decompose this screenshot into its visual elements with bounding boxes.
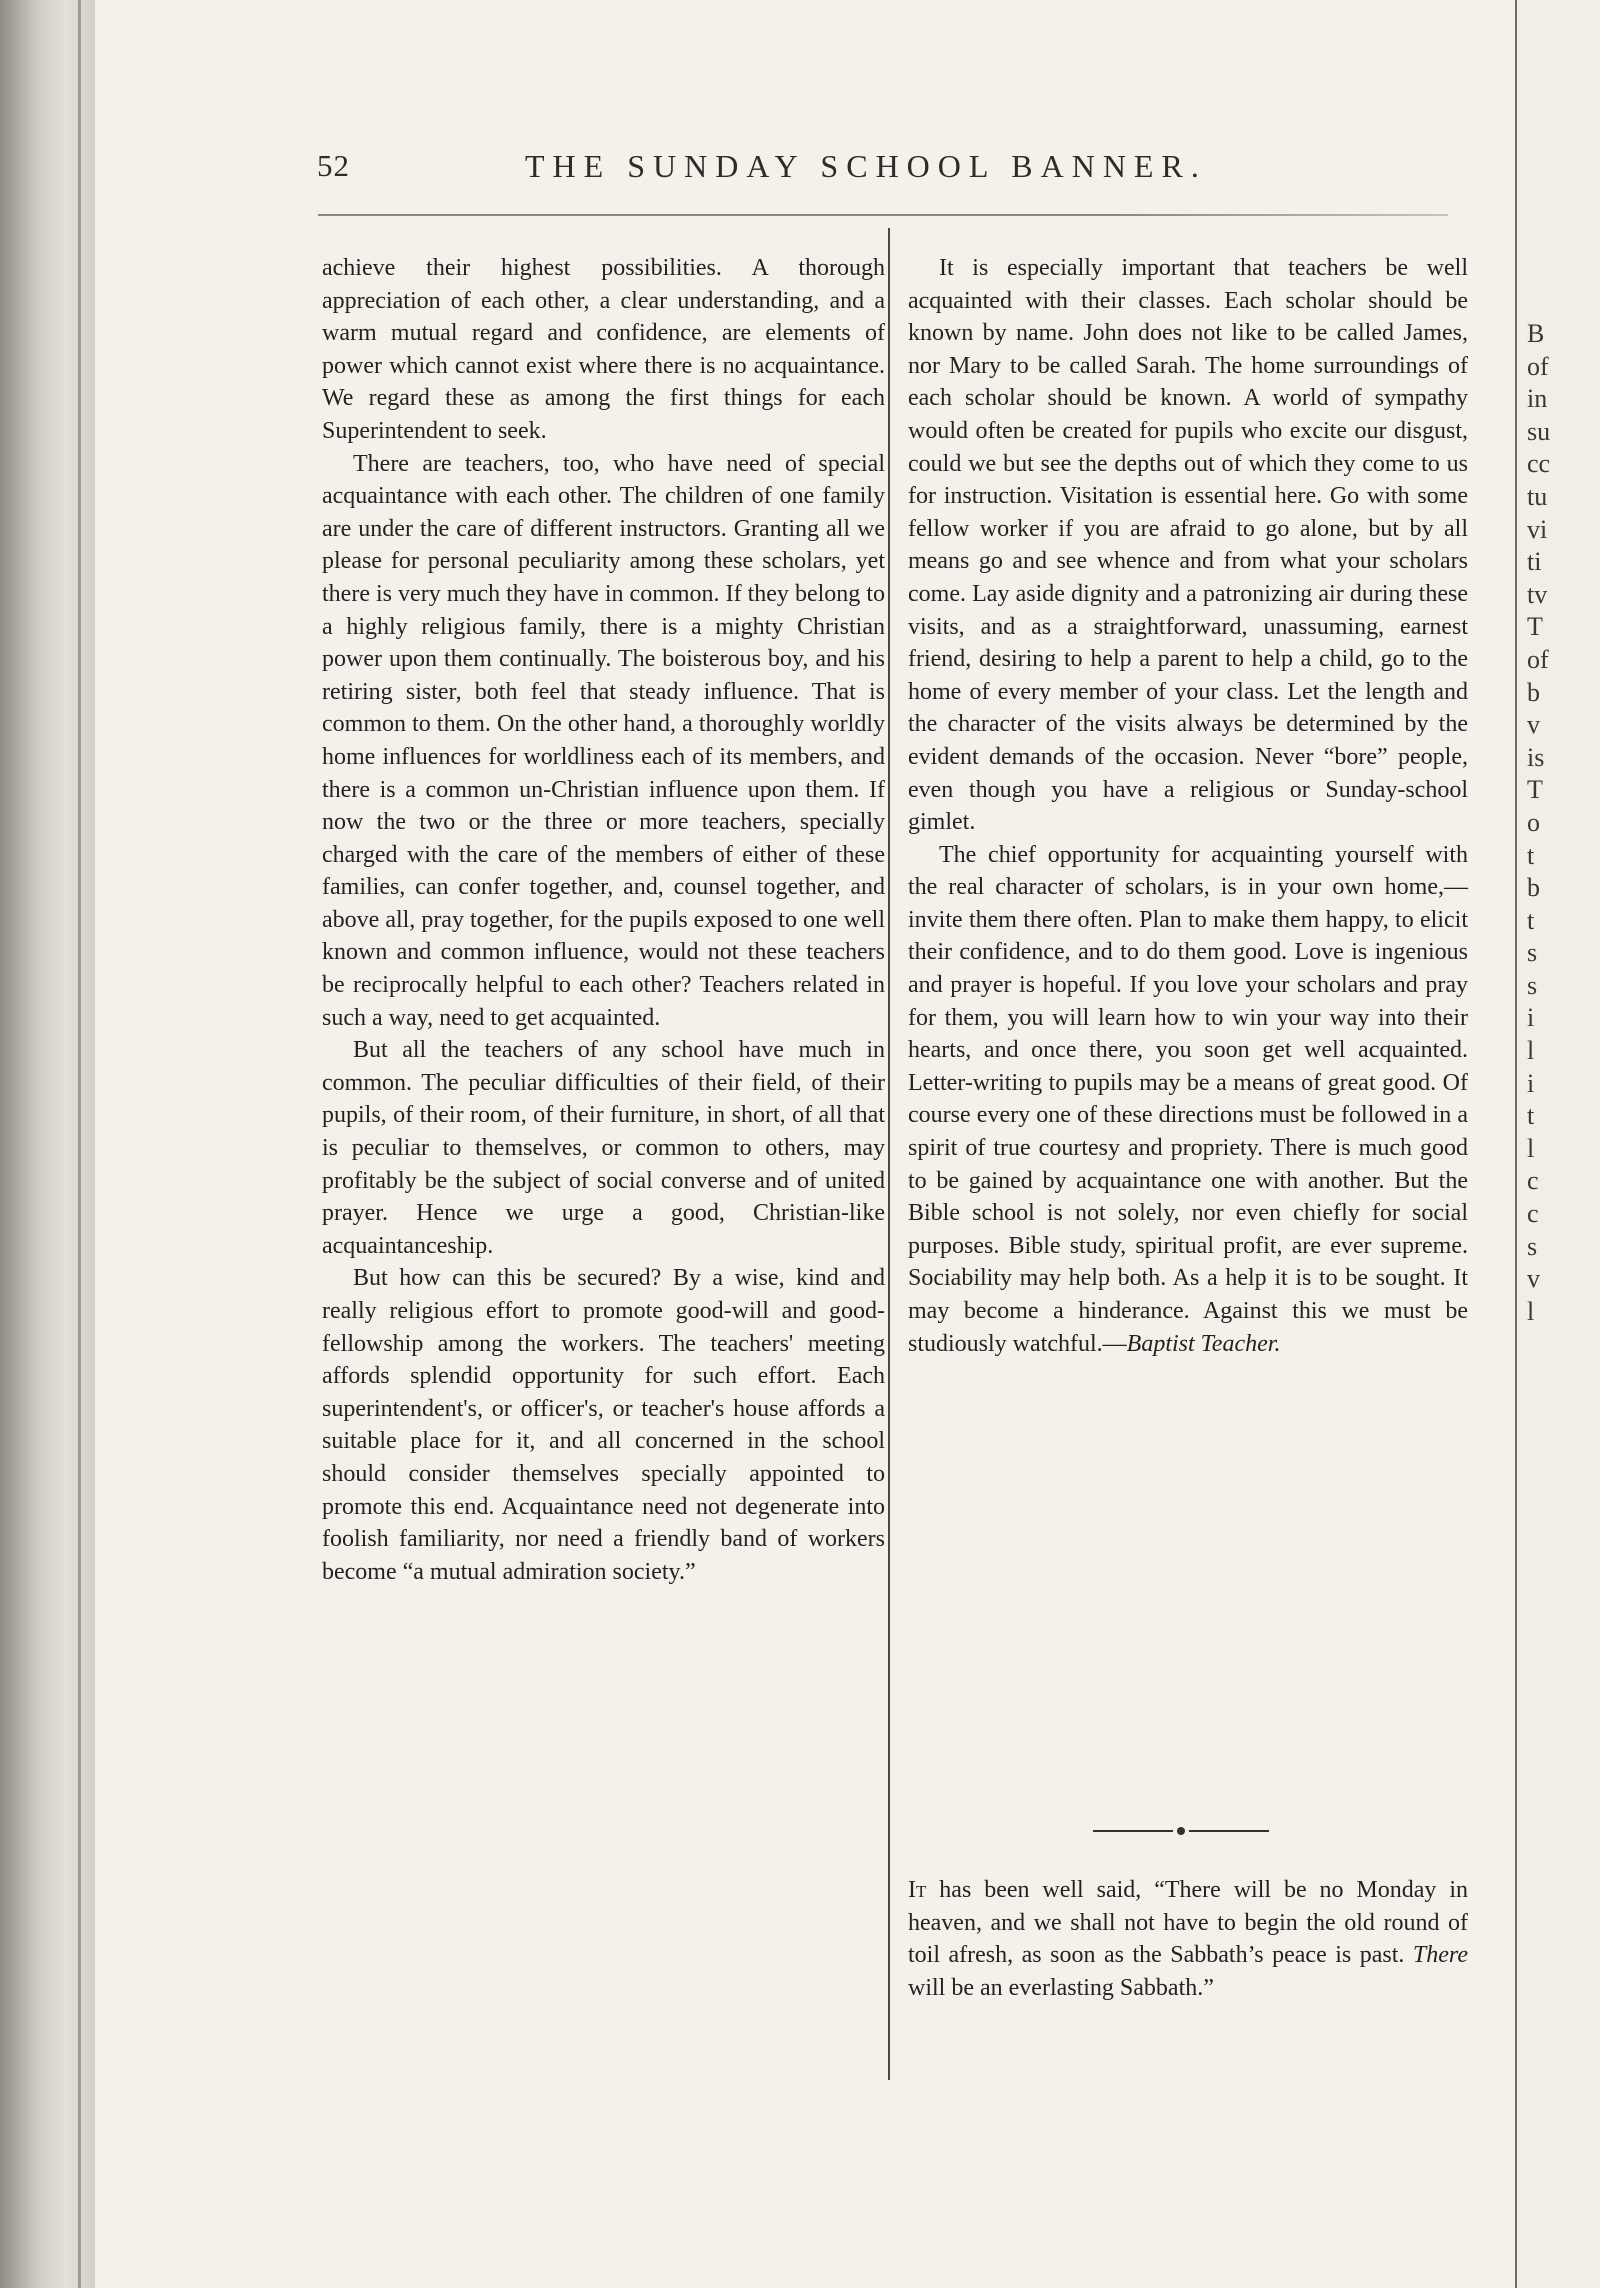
ornament-rule-right	[1189, 1830, 1269, 1832]
paragraph: achieve their highest possibilities. A thorough appreciation of each other, a clear understanding, and a warm mutual regard and confidence, are elements of power which cannot exist where there is no acquaintance. We regard these as among the first things for each Superintendent to seek.	[322, 255, 885, 444]
facing-page-letter: b	[1527, 873, 1540, 903]
facing-page-letter: T	[1527, 775, 1543, 805]
ornament-rule-left	[1093, 1830, 1173, 1832]
paragraph: But how can this be secured? By a wise, kind and really religious effort to promote good-will and good-fellowship among the workers. The teachers' meeting affords splendid opportunity for such effort. Each superintendent's, or officer's, or teacher's house affords a suitable place for it, and all concerned in the school should consider themselves specially appointed to promote this end. Acquaintance need not degenerate into foolish familiarity, nor need a friendly band of workers become “a mutual admiration society.”	[322, 1265, 885, 1585]
left-column	[322, 252, 885, 1588]
facing-page-letter: t	[1527, 840, 1535, 870]
paragraph-text: The chief opportunity for acquainting yourself with the real character of scholars, is in your own home,—invite them there often. Plan to make them happy, to elicit their confidence, and to do them good. Love is ingenious and prayer is hopeful. If you love your scholars and pray for them, you will learn how to win your way into their hearts, and once there, you soon get well acquainted. Letter-writing to pupils may be a means of great good. Of course every one of these directions must be followed in a spirit of true courtesy and propriety. There is much good to be gained by acquaintance one with another. But the Bible school is not solely, nor even chiefly for social purposes. Bible study, spiritual profit, are ever supreme. Sociability may help both. As a help it is to be sought. It may become a hinderance. Against this we must be studiously watchful.—	[908, 841, 1468, 1357]
facing-page-letter: t	[1527, 1101, 1535, 1131]
facing-page-letter: tu	[1527, 481, 1548, 511]
facing-page-letter: su	[1527, 416, 1551, 446]
facing-page-letter: in	[1527, 384, 1548, 414]
quote-lead: It	[908, 1877, 927, 1903]
facing-page-letter: l	[1527, 1296, 1535, 1326]
section-ornament	[1093, 1826, 1273, 1836]
facing-page-letter: is	[1527, 742, 1545, 772]
paragraph: There are teachers, too, who have need of special acquaintance with each other. The children of one family are under the care of different instructors. Granting all we please for personal peculiarity among these scholars, yet there is very much they have in common. If they belong to a highly religious family, there is a mighty Christian power upon them continually. The boisterous boy, and his retiring sister, both feel that steady influence. That is common to them. On the other hand, a thoroughly worldly home influences for worldliness each of its members, and there is a common un-Christian influence upon them. If now the two or the three or more teachers, specially charged with the care of the members of either of these families, can confer together, and, counsel together, and above all, pray together, for the pupils exposed to one well known and common influence, would not these teachers be reciprocally helpful to each other? Teachers related in such a way, need to get acquainted.	[322, 450, 885, 1031]
quote-tail: will be an everlasting Sabbath.”	[908, 1974, 1214, 2001]
attribution: Baptist Teacher.	[1126, 1330, 1281, 1357]
facing-page-letter: v	[1527, 1264, 1540, 1294]
facing-page-letter: s	[1527, 938, 1538, 968]
paragraph: It is especially important that teachers be well acquainted with their classes. Each scholar should be known by name. John does not like to be called James, nor Mary to be called Sarah. The home surroundings of each scholar should be known. A world of sympathy would often be created for pupils who excite our disgust, could we but see the depths out of which they come to us for instruction. Visitation is essential here. Go with some fellow worker if you are afraid to go alone, but by all means go and see whence and from what your scholars come. Lay aside dignity and a patronizing air during these visits, and as a straightforward, unassuming, earnest friend, desiring to help a parent to help a child, go to the home of every member of your class. Let the length and the character of the visits always be determined by the evident demands of the occasion. Never “bore” people, even though you have a religious or Sunday-school gimlet.	[908, 255, 1468, 836]
quote-text: has been well said, “There will be no Monday in heaven, and we shall not have to begin the old round of toil afresh, as soon as the Sabbath’s peace is past.	[908, 1877, 1468, 1969]
facing-page-letter: T	[1527, 612, 1543, 642]
quote-paragraph	[908, 1874, 1468, 2004]
facing-page-letter: l	[1527, 1036, 1535, 1066]
paragraph: But all the teachers of any school have much in common. The peculiar difficulties of their field, of their pupils, of their room, of their furniture, in short, of all that is peculiar to themselves, or common to others, may profitably be the subject of social converse and of united prayer. Hence we urge a good, Christian-like acquaintanceship.	[322, 1037, 885, 1259]
facing-page-letter: c	[1527, 1166, 1539, 1196]
ornament-dot	[1177, 1827, 1185, 1835]
facing-page-letter: t	[1527, 905, 1535, 935]
facing-page-letter: B	[1527, 319, 1545, 348]
facing-page-letter: s	[1527, 970, 1538, 1000]
facing-page-letter: cc	[1527, 449, 1551, 479]
facing-page-edge	[1515, 0, 1600, 2288]
facing-page-letter: s	[1527, 1231, 1538, 1261]
page-number: 52	[317, 148, 350, 183]
header-rule	[318, 214, 1448, 216]
quote-emphasis: There	[1412, 1942, 1468, 1969]
facing-page-letter: tv	[1527, 579, 1548, 609]
running-head	[225, 148, 1435, 192]
facing-page-letter: l	[1527, 1133, 1535, 1163]
facing-page-letter: of	[1527, 644, 1549, 674]
facing-page-letter: b	[1527, 677, 1540, 707]
facing-page-letters	[1527, 318, 1550, 1328]
facing-page-letter: vi	[1527, 514, 1548, 544]
facing-page-letter: of	[1527, 351, 1549, 381]
facing-page-letter: c	[1527, 1199, 1539, 1229]
closing-quote	[908, 1874, 1468, 2004]
facing-page-letter: i	[1527, 1003, 1535, 1033]
facing-page-letter: o	[1527, 807, 1540, 837]
paragraph	[908, 839, 1468, 1361]
right-column	[908, 252, 1468, 1360]
journal-title: THE SUNDAY SCHOOL BANNER.	[525, 148, 1207, 184]
facing-page-letter: v	[1527, 710, 1540, 740]
gutter-line	[78, 0, 81, 2288]
facing-page-letter: i	[1527, 1068, 1535, 1098]
column-divider	[888, 228, 890, 2080]
facing-page-letter: ti	[1527, 547, 1542, 577]
